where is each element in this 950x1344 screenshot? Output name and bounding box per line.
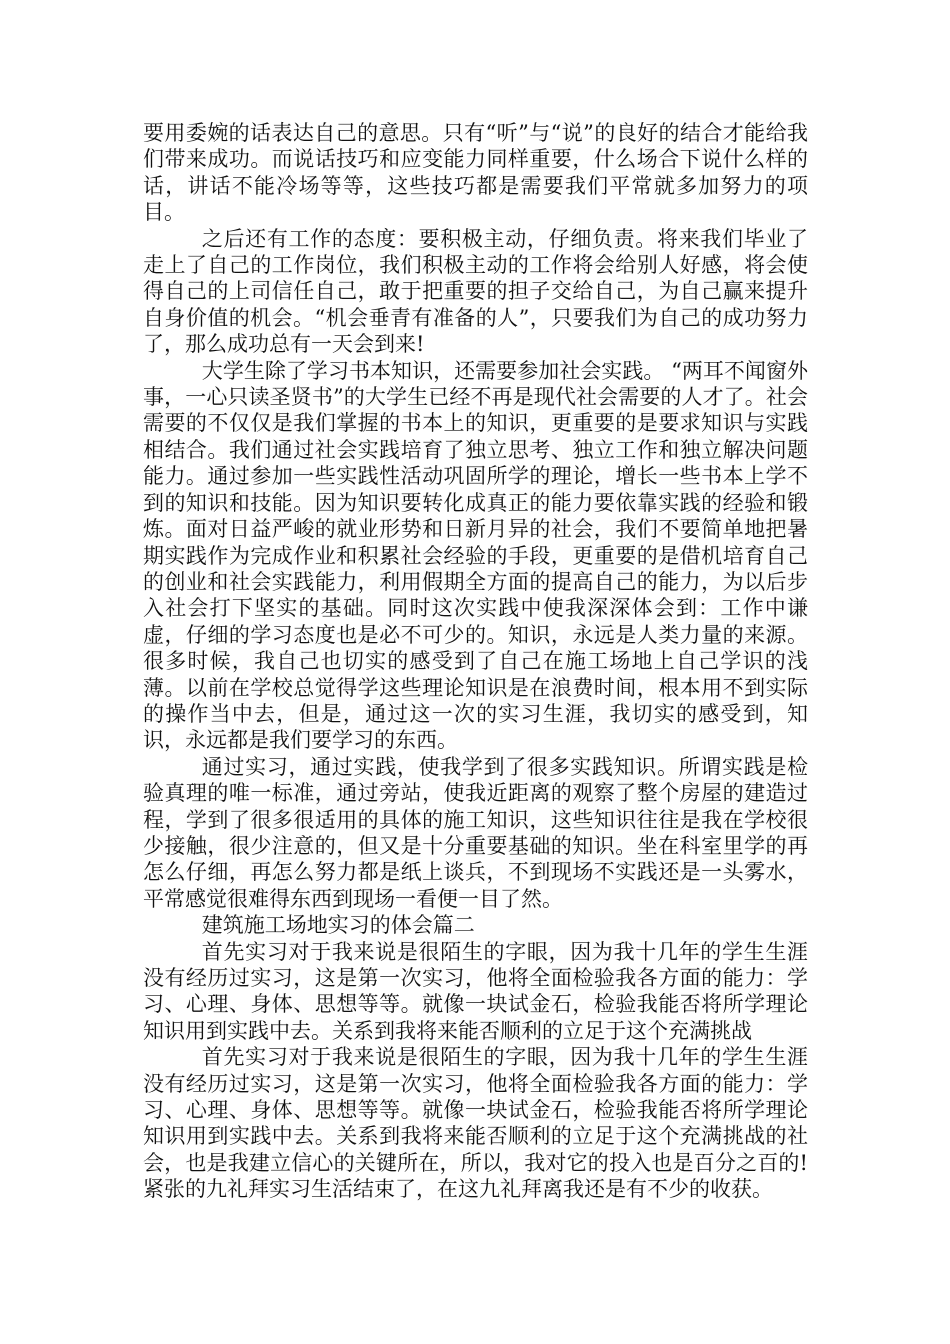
document-page <box>143 120 808 1203</box>
paragraph-first-internship-full: 首先实习对于我来说是很陌生的字眼，因为我十几年的学生生涯没有经历过实习，这是第一次实习，他将全面检验我各方面的能力：学习、心理、身体、思想等等。就像一块试金石，检验我能否将所学理论知识用到实践中去。关系到我将来能否顺利的立足于这个充满挑战的社会，也是我建立信心的关键所在，所以，我对它的投入也是百分之百的!紧张的九礼拜实习生活结束了，在这九礼拜离我还是有不少的收获。 <box>143 1045 808 1202</box>
paragraph-work-attitude: 之后还有工作的态度：要积极主动，仔细负责。将来我们毕业了走上了自己的工作岗位，我们积极主动的工作将会给别人好感，将会使得自己的上司信任自己，敢于把重要的担子交给自己，为自己赢来提升自身价值的机会。“机会垂青有准备的人”，只要我们为自己的成功努力了，那么成功总有一天会到来! <box>143 226 808 357</box>
paragraph-practical-knowledge: 通过实习，通过实践，使我学到了很多实践知识。所谓实践是检验真理的唯一标准，通过旁站，使我近距离的观察了整个房屋的建造过程，学到了很多很适用的具体的施工知识，这些知识往往是我在学校很少接触，很少注意的，但又是十分重要基础的知识。坐在科室里学的再怎么仔细，再怎么努力都是纸上谈兵，不到现场不实践还是一头雾水，平常感觉很难得东西到现场一看便一目了然。 <box>143 754 808 911</box>
section-heading: 建筑施工场地实习的体会篇二 <box>201 913 475 938</box>
paragraph-social-practice: 大学生除了学习书本知识，还需要参加社会实践。 “两耳不闻窗外事，一心只读圣贤书”的大学生已经不再是现代社会需要的人才了。社会需要的不仅仅是我们掌握的书本上的知识，更重要的是要求知识与实践相结合。我们通过社会实践培育了独立思考、独立工作和独立解决问题能力。通过参加一些实践性活动巩固所学的理论，增长一些书本上学不到的知识和技能。因为知识要转化成真正的能力要依靠实践的经验和锻炼。面对日益严峻的就业形势和日新月异的社会，我们不要简单地把暑期实践作为完成作业和积累社会经验的手段，更重要的是借机培育自己的创业和社会实践能力，利用假期全方面的提高自己的能力，为以后步入社会打下坚实的基础。同时这次实践中使我深深体会到：工作中谦虚，仔细的学习态度也是必不可少的。知识，永远是人类力量的来源。很多时候，我自己也切实的感受到了自己在施工场地上自己学识的浅薄。以前在学校总觉得学这些理论知识是在浪费时间，根本用不到实际的操作当中去，但是，通过这一次的实习生涯，我切实的感受到，知识，永远都是我们要学习的东西。 <box>143 358 808 753</box>
paragraph-first-internship: 首先实习对于我来说是很陌生的字眼，因为我十几年的学生生涯没有经历过实习，这是第一次实习，他将全面检验我各方面的能力：学习、心理、身体、思想等等。就像一块试金石，检验我能否将所学理论知识用到实践中去。关系到我将来能否顺利的立足于这个充满挑战 <box>143 939 808 1043</box>
paragraph-continuation: 要用委婉的话表达自己的意思。只有“听”与“说”的良好的结合才能给我们带来成功。而说话技巧和应变能力同样重要，什么场合下说什么样的话，讲话不能冷场等等，这些技巧都是需要我们平常就多加努力的项目。 <box>143 121 808 225</box>
